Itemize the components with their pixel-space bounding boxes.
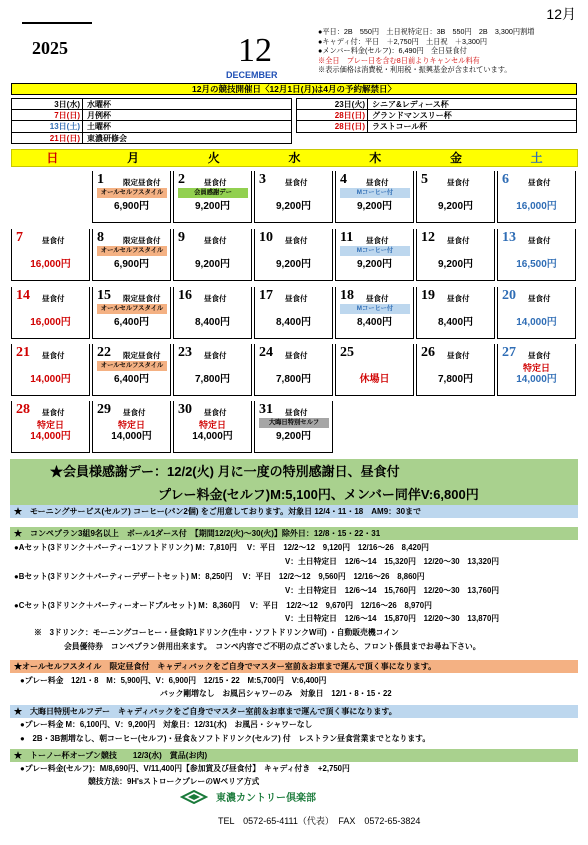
schedule-left-column (11, 98, 292, 144)
day-price: 7,800円 (275, 374, 312, 385)
calendar-day-cell[interactable] (92, 229, 171, 281)
schedule-event-name: シニア&レディース杯 (368, 98, 577, 110)
month-english: DECEMBER (226, 70, 278, 80)
calendar-day-cell[interactable] (11, 344, 90, 396)
day-price: 14,000円 (516, 374, 557, 385)
day-of-week-label: 日 (46, 151, 59, 165)
day-number: 27 (502, 345, 516, 360)
day-number: 31 (259, 402, 273, 417)
day-tag: Mコーヒー付 (340, 304, 410, 314)
schedule-event-name: ラストコール杯 (368, 121, 577, 133)
calendar-day-cell[interactable] (92, 171, 171, 223)
day-number: 23 (178, 345, 192, 360)
year-divider (22, 22, 92, 24)
day-price: 9,200円 (437, 201, 474, 212)
tono-cup-line-2: 競技方法：9H'sストロークプレーのWペリア方式 (88, 777, 260, 786)
day-of-week-label: 金 (449, 151, 462, 165)
schedule-date: 28日(日) (296, 121, 368, 133)
day-number: 18 (340, 288, 354, 303)
notice-line-1: ★会員様感謝デー：12/2(火) 月に一度の特別感謝日、昼食付 (50, 464, 400, 479)
calendar-day-cell[interactable] (173, 171, 252, 223)
all-self-line-1: ●プレー料金 12/1・8 M：5,900円、V：6,900円 12/15・22 M:5,700円 V:6,400円 (20, 676, 327, 685)
calendar-day-cell[interactable] (254, 344, 333, 396)
meal-label: 限定昼食付 (123, 351, 161, 360)
calendar-day-cell[interactable] (335, 171, 414, 223)
compe-note-2: 会員優待券 コンペプラン併用出来ます。 コンペ内容でご不明の点ございましたら、フロント係員までお尋ね下さい。 (64, 642, 481, 651)
day-price: 7,800円 (194, 374, 231, 385)
special-day-label: 特定日 (36, 420, 64, 430)
day-number: 24 (259, 345, 273, 360)
calendar-day-cell[interactable] (254, 401, 333, 453)
day-number: 6 (502, 172, 509, 187)
meal-label: 昼食付 (366, 236, 389, 245)
day-price: 9,200円 (194, 201, 231, 212)
compe-c-line: ●Cセット(3ドリンク＋パーティーオードブルセット) M：8,360円 V：平日 12/2～12 9,670円 12/16～26 8,970円 (14, 601, 432, 610)
day-number: 15 (97, 288, 111, 303)
day-number: 21 (16, 345, 30, 360)
day-price: 8,400円 (275, 317, 312, 328)
day-tag: オールセルフスタイル (97, 188, 167, 198)
meal-label: 昼食付 (42, 236, 65, 245)
day-number: 25 (340, 345, 354, 360)
day-number: 4 (340, 172, 347, 187)
meal-label: 昼食付 (285, 178, 308, 187)
calendar-day-cell[interactable] (92, 287, 171, 339)
day-price: 14,000円 (192, 431, 233, 442)
calendar-day-cell[interactable] (497, 344, 576, 396)
meal-label: 昼食付 (447, 236, 470, 245)
day-price: 9,200円 (275, 201, 312, 212)
meal-label: 昼食付 (285, 294, 308, 303)
day-number: 16 (178, 288, 192, 303)
schedule-event-name: 水曜杯 (83, 98, 292, 110)
omisoka-band: ★ 大晦日特別セルフデー キャディバックをご自身でマスター室前＆お車まで運んで頂く事になります。 (10, 705, 578, 718)
calendar-day-cell[interactable] (92, 344, 171, 396)
meal-label: 昼食付 (285, 351, 308, 360)
calendar-day-cell[interactable] (11, 287, 90, 339)
meal-label: 限定昼食付 (123, 294, 161, 303)
compe-a-line: ●Aセット(3ドリンク＋パーティー1ソフトドリンク) M：7,810円 V：平日 12/2～12 9,120円 12/16～26 8,420円 (14, 543, 429, 552)
all-self-line-2: バック剛増なし お風呂シャワーのみ 対象日 12/1・8・15・22 (160, 689, 392, 698)
calendar-day-cell[interactable] (254, 229, 333, 281)
schedule-date: 21日(日) (11, 133, 83, 145)
meal-label: 昼食付 (42, 294, 65, 303)
compe-note-1: ※ 3ドリンク：モーニングコーヒー・昼食時1ドリンク(生中・ソフトドリンクW可) ・自動販売機コイン (34, 628, 399, 637)
day-price: 14,000円 (516, 317, 557, 328)
calendar-week (11, 171, 578, 223)
calendar-day-cell[interactable] (335, 344, 414, 396)
compe-c-line-2: V：土日特定日 12/6～14 15,870円 12/20～30 13,870円 (285, 614, 500, 623)
member-thanks-day-notice (10, 459, 578, 505)
day-number: 11 (340, 230, 354, 245)
day-number: 14 (16, 288, 30, 303)
day-price: 8,400円 (356, 317, 393, 328)
day-of-week-label: 木 (369, 151, 382, 165)
meal-label: 昼食付 (366, 294, 389, 303)
meal-label: 昼食付 (204, 178, 227, 187)
omisoka-line-2: ● 2B・3B割増なし、朝コーヒー(セルフ)・昼食＆ソフトドリンク(セルフ) 付 レストラン昼食営業までとなります。 (20, 734, 431, 743)
meal-label: 昼食付 (204, 408, 227, 417)
day-of-week-label: 月 (127, 151, 140, 165)
meal-label: 昼食付 (447, 178, 470, 187)
day-number: 30 (178, 402, 192, 417)
meal-label: 限定昼食付 (123, 178, 161, 187)
day-price: 6,400円 (113, 374, 150, 385)
day-price: 8,400円 (194, 317, 231, 328)
schedule-date: 23日(火) (296, 98, 368, 110)
day-number: 7 (16, 230, 23, 245)
calendar-day-cell[interactable] (11, 401, 90, 453)
schedule-date: 7日(日) (11, 110, 83, 122)
calendar-day-cell[interactable] (92, 401, 171, 453)
calendar-week (11, 344, 578, 396)
schedule-event-name: 土曜杯 (83, 121, 292, 133)
day-number: 13 (502, 230, 516, 245)
calendar-day-cell[interactable] (254, 287, 333, 339)
day-tag: Mコーヒー付 (340, 246, 410, 256)
calendar-day-cell[interactable] (497, 287, 576, 339)
schedule-row (11, 133, 292, 145)
schedule-event-name: 東濃研修会 (83, 133, 292, 145)
calendar-day-cell[interactable] (173, 344, 252, 396)
special-day-label: 特定日 (198, 420, 226, 430)
day-tag: Mコーヒー付 (340, 188, 410, 198)
day-price: 16,500円 (516, 259, 557, 270)
day-number: 9 (178, 230, 185, 245)
day-number: 17 (259, 288, 273, 303)
day-tag: オールセルフスタイル (97, 304, 167, 314)
day-tag: オールセルフスタイル (97, 361, 167, 371)
price-info (318, 27, 583, 75)
day-number: 8 (97, 230, 104, 245)
club-name: 東濃カントリー倶楽部 (216, 793, 316, 804)
calendar-day-cell[interactable] (416, 171, 495, 223)
day-number: 2 (178, 172, 185, 187)
meal-label: 昼食付 (204, 294, 227, 303)
calendar-week (11, 287, 578, 339)
day-number: 19 (421, 288, 435, 303)
omisoka-line-1: ●プレー料金 M：6,100円、V：9,200円 対象日：12/31(水) お風呂・シャワーなし (20, 720, 313, 729)
schedule-row (296, 110, 577, 122)
all-self-band: ★オールセルフスタイル 限定昼食付 キャディバックをご自身でマスター室前＆お車まで運んで頂く事になります。 (10, 660, 578, 673)
day-tag: 大晦日特別セルフ (259, 418, 329, 428)
day-price: 9,200円 (275, 259, 312, 270)
meal-label: 昼食付 (447, 351, 470, 360)
calendar-day-cell[interactable] (416, 229, 495, 281)
day-price: 6,900円 (113, 201, 150, 212)
day-price: 9,200円 (356, 201, 393, 212)
day-price: 14,000円 (111, 431, 152, 442)
schedule-title: 12月の競技開催日〈12月1日(月)は4月の予約解禁日〉 (11, 83, 577, 95)
meal-label: 昼食付 (204, 351, 227, 360)
day-number: 26 (421, 345, 435, 360)
schedule-row (11, 98, 292, 110)
day-price: 16,000円 (30, 259, 71, 270)
day-price: 6,400円 (113, 317, 150, 328)
day-price: 9,200円 (356, 259, 393, 270)
special-day-label: 特定日 (117, 420, 145, 430)
calendar-day-cell[interactable] (254, 171, 333, 223)
day-number: 22 (97, 345, 111, 360)
calendar-day-cell[interactable] (173, 401, 252, 453)
price-line: ●メンバー料金(セルフ)：6,490円 全日昼食付 (318, 46, 467, 56)
schedule-row (296, 121, 577, 133)
day-tag: オールセルフスタイル (97, 246, 167, 256)
contact-info: TEL 0572-65-4111（代表） FAX 0572-65-3824 (218, 816, 421, 826)
price-line: ※表示価格は消費税・利用税・振興基金が含まれています。 (318, 65, 512, 75)
morning-service-band: ★ モーニングサービス(セルフ) コーヒー(パン2個) をご用意しております。対象日 12/4・11・18 AM9：30まで (10, 505, 578, 518)
schedule-date: 13日(土) (11, 121, 83, 133)
day-price: 8,400円 (437, 317, 474, 328)
meal-label: 昼食付 (42, 408, 65, 417)
meal-label: 昼食付 (528, 178, 551, 187)
day-number: 10 (259, 230, 273, 245)
meal-label: 昼食付 (528, 351, 551, 360)
club-logo-icon (180, 790, 208, 804)
day-number: 29 (97, 402, 111, 417)
big-month-number: 12 (238, 32, 272, 69)
meal-label: 昼食付 (285, 408, 308, 417)
meal-label: 限定昼食付 (123, 236, 161, 245)
day-price: 7,800円 (437, 374, 474, 385)
compe-b-line: ●Bセット(3ドリンク＋パーティーデザートセット) M：8,250円 V：平日 12/2～12 9,560円 12/16～26 8,860円 (14, 572, 425, 581)
day-of-week-label: 火 (207, 151, 220, 165)
calendar-day-cell[interactable] (335, 229, 414, 281)
day-number: 5 (421, 172, 428, 187)
compe-plan-band: ★ コンペプラン3組9名以上 ボール1ダース付 【期間12/2(火)～30(火)】除外日：12/8・15・22・31 (10, 527, 578, 540)
calendar-day-cell[interactable] (497, 229, 576, 281)
day-price: 9,200円 (275, 431, 312, 442)
schedule-row (11, 121, 292, 133)
tono-cup-band: ★ トーノー杯オープン競技 12/3(水) 賞品(お肉) (10, 749, 578, 762)
calendar-week (11, 401, 578, 453)
meal-label: 昼食付 (42, 351, 65, 360)
meal-label: 昼食付 (528, 294, 551, 303)
calendar-week (11, 229, 578, 281)
compe-b-line-2: V：土日特定日 12/6～14 15,760円 12/20～30 13,760円 (285, 586, 500, 595)
calendar-day-cell[interactable] (173, 287, 252, 339)
month-label: 12月 (546, 6, 576, 22)
year: 2025 (32, 38, 68, 58)
meal-label: 昼食付 (123, 408, 146, 417)
calendar-day-cell[interactable] (173, 229, 252, 281)
day-price: 16,000円 (30, 317, 71, 328)
meal-label: 昼食付 (366, 178, 389, 187)
schedule-date: 3日(水) (11, 98, 83, 110)
price-line: ※全日 プレー日を含む8日前よりキャンセル料有 (318, 55, 480, 65)
price-line: ●平日：2B 550円 土日祝特定日：3B 550円 2B 3,300円割増 (318, 27, 535, 36)
day-number: 20 (502, 288, 516, 303)
meal-label: 昼食付 (204, 236, 227, 245)
compe-a-line-2: V：土日特定日 12/6～14 15,320円 12/20～30 13,320円 (285, 557, 500, 566)
day-tag: 会員感謝デー (178, 188, 248, 198)
meal-label: 昼食付 (285, 236, 308, 245)
day-of-week-label: 土 (530, 151, 543, 165)
club-logo-row (180, 789, 316, 804)
calendar-day-cell[interactable] (497, 171, 576, 223)
day-price: 休場日 (359, 374, 390, 385)
day-price: 16,000円 (516, 201, 557, 212)
calendar-day-cell[interactable] (416, 344, 495, 396)
meal-label: 昼食付 (447, 294, 470, 303)
special-day-label: 特定日 (522, 363, 550, 373)
day-number: 3 (259, 172, 266, 187)
day-number: 1 (97, 172, 104, 187)
meal-label: 昼食付 (528, 236, 551, 245)
day-number: 28 (16, 402, 30, 417)
day-price: 9,200円 (437, 259, 474, 270)
calendar-day-cell[interactable] (416, 287, 495, 339)
competition-schedule (11, 83, 577, 144)
day-price: 14,000円 (30, 374, 71, 385)
schedule-date: 28日(日) (296, 110, 368, 122)
day-number: 12 (421, 230, 435, 245)
day-price: 14,000円 (30, 431, 71, 442)
calendar-day-cell[interactable] (335, 287, 414, 339)
day-of-week-header (11, 149, 578, 167)
day-of-week-label: 水 (288, 151, 301, 165)
day-price: 9,200円 (194, 259, 231, 270)
notice-line-2: プレー料金(セルフ)M:5,100円、メンバー同伴V:6,800円 (158, 487, 479, 502)
schedule-event-name: 月例杯 (83, 110, 292, 122)
schedule-row (11, 110, 292, 122)
schedule-right-column (296, 98, 577, 144)
tono-cup-line-1: ●プレー料金(セルフ)：M/8,690円、V/11,400円【参加賞及び昼食付】 キャディ付き +2,750円 (20, 764, 350, 773)
price-line: ●キャディ付：平日 ＋2,750円 土日祝 ＋3,300円 (318, 36, 488, 46)
schedule-row (296, 98, 577, 110)
day-price: 6,900円 (113, 259, 150, 270)
schedule-event-name: グランドマンスリー杯 (368, 110, 577, 122)
calendar-day-cell[interactable] (11, 229, 90, 281)
